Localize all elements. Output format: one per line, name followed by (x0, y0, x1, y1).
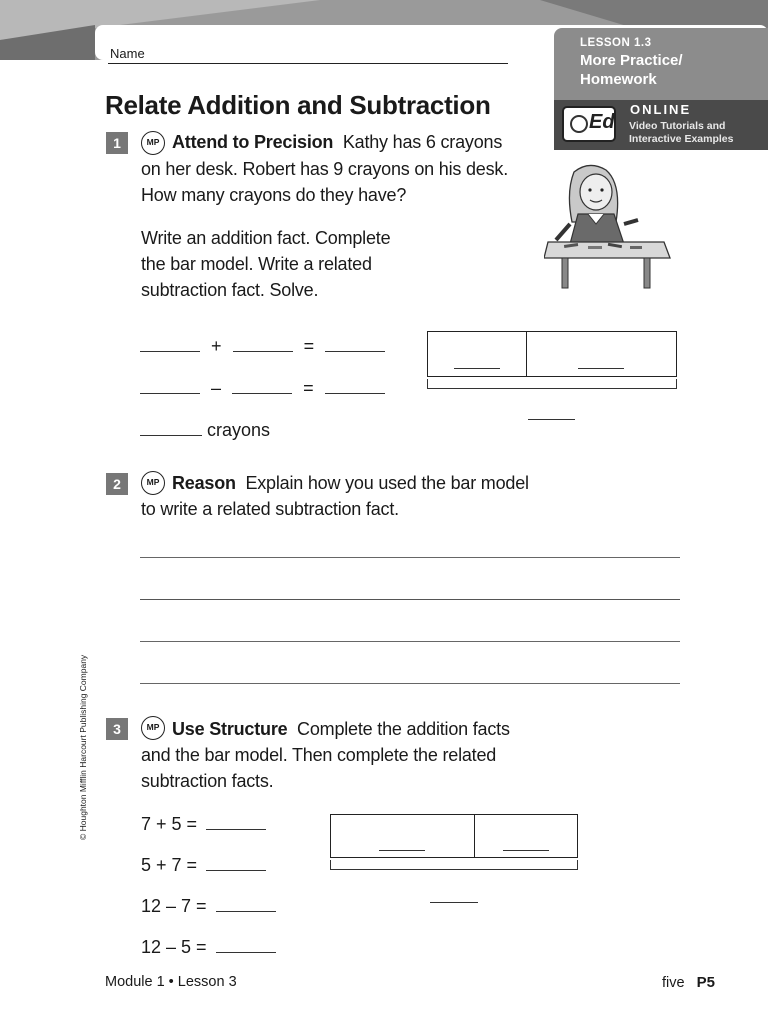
answer-row (140, 420, 270, 441)
footer-page-word: five (662, 975, 685, 991)
plus-sign: + (211, 336, 222, 356)
answer-unit: crayons (207, 420, 271, 440)
bar-divider (474, 815, 475, 857)
equals-sign: = (303, 336, 315, 356)
question-1-line-1 (172, 129, 502, 156)
question-3-line-2: and the bar model. Then complete the related (141, 745, 497, 765)
question-2-line-1 (172, 470, 529, 497)
bar-whole-blank[interactable] (430, 902, 478, 903)
addend-1-blank[interactable] (140, 351, 200, 352)
bar-model-3 (330, 814, 578, 858)
addend-2-blank[interactable] (233, 351, 293, 352)
bar-model-1 (427, 331, 677, 377)
question-1-number: 1 (106, 132, 128, 154)
answer-line-1[interactable] (140, 557, 680, 558)
name-line[interactable] (108, 63, 508, 64)
ed-logo-icon (562, 106, 616, 142)
answer-line-2[interactable] (140, 599, 680, 600)
name-label: Name (110, 46, 145, 61)
question-1-line-3: How many crayons do they have? (141, 185, 407, 205)
smiley-icon (570, 115, 588, 133)
fact-1-text: 7 + 5 = (141, 814, 198, 834)
girl-at-desk-illustration (544, 162, 674, 290)
sum-blank[interactable] (325, 351, 385, 352)
bar-whole-blank[interactable] (528, 419, 575, 420)
minus-sign: – (211, 378, 222, 398)
answer-blank[interactable] (140, 435, 202, 436)
online-subtitle-line-1: Video Tutorials and (629, 120, 726, 132)
question-1-practice: Attend to Precision (172, 132, 334, 152)
online-subtitle-line-2: Interactive Examples (629, 133, 734, 145)
footer-page (662, 974, 715, 991)
equals-sign: = (303, 378, 314, 398)
question-1-line-2: on her desk. Robert has 9 crayons on his desk. (141, 159, 509, 179)
fact-3-text: 12 – 7 = (141, 896, 207, 916)
ed-logo-text: Ed (589, 111, 615, 133)
bar-part-1-blank[interactable] (379, 850, 425, 851)
question-2-number: 2 (106, 473, 128, 495)
question-3-line-3: subtraction facts. (141, 771, 274, 791)
bar-part-2-blank[interactable] (578, 368, 624, 369)
page-title: Relate Addition and Subtraction (105, 90, 491, 120)
fact-4-blank[interactable] (216, 952, 276, 953)
fact-2-blank[interactable] (206, 870, 266, 871)
online-subtitle (629, 120, 733, 146)
lesson-title-line-2: Homework (580, 71, 657, 88)
fact-row-1 (141, 814, 266, 835)
minuend-blank[interactable] (140, 393, 200, 394)
question-1-instruction-3: subtraction fact. Solve. (141, 280, 319, 300)
fact-2-text: 5 + 7 = (141, 855, 198, 875)
fact-3-blank[interactable] (216, 911, 276, 912)
online-title: ONLINE (630, 102, 692, 117)
bar-bracket (427, 379, 677, 389)
addition-fact-row (140, 336, 385, 357)
question-1-text-1: Kathy has 6 crayons (342, 132, 503, 152)
fact-4-text: 12 – 5 = (141, 937, 207, 957)
question-2-practice: Reason (172, 473, 236, 493)
mp-badge-icon: MP (141, 471, 165, 495)
bar-part-2-blank[interactable] (503, 850, 549, 851)
mp-badge-icon: MP (141, 716, 165, 740)
subtrahend-blank[interactable] (232, 393, 292, 394)
question-1-instruction-1: Write an addition fact. Complete (141, 228, 391, 248)
bar-divider (526, 332, 527, 376)
question-3-number: 3 (106, 718, 128, 740)
copyright-notice: © Houghton Mifflin Harcourt Publishing Company (78, 654, 88, 840)
answer-line-3[interactable] (140, 641, 680, 642)
mp-badge-icon: MP (141, 131, 165, 155)
footer-module: Module 1 • Lesson 3 (105, 974, 237, 990)
fact-row-2 (141, 855, 266, 876)
question-2-line-2: to write a related subtraction fact. (141, 499, 399, 519)
online-banner[interactable] (554, 100, 768, 150)
lesson-number: LESSON 1.3 (580, 37, 652, 49)
question-2-text-1: Explain how you used the bar model (245, 473, 529, 493)
difference-blank[interactable] (325, 393, 385, 394)
bar-part-1-blank[interactable] (454, 368, 500, 369)
answer-line-4[interactable] (140, 683, 680, 684)
lesson-title-line-1: More Practice/ (580, 52, 683, 69)
fact-1-blank[interactable] (206, 829, 266, 830)
bar-bracket (330, 860, 578, 870)
question-1-instruction-2: the bar model. Write a related (141, 254, 372, 274)
fact-row-4 (141, 937, 276, 958)
footer-page-code: P5 (696, 974, 715, 991)
question-3-text-1: Complete the addition facts (297, 719, 510, 739)
lesson-banner (554, 28, 768, 100)
subtraction-fact-row (140, 378, 385, 399)
fact-row-3 (141, 896, 276, 917)
question-3-practice: Use Structure (172, 719, 288, 739)
question-3-line-1 (172, 716, 510, 743)
